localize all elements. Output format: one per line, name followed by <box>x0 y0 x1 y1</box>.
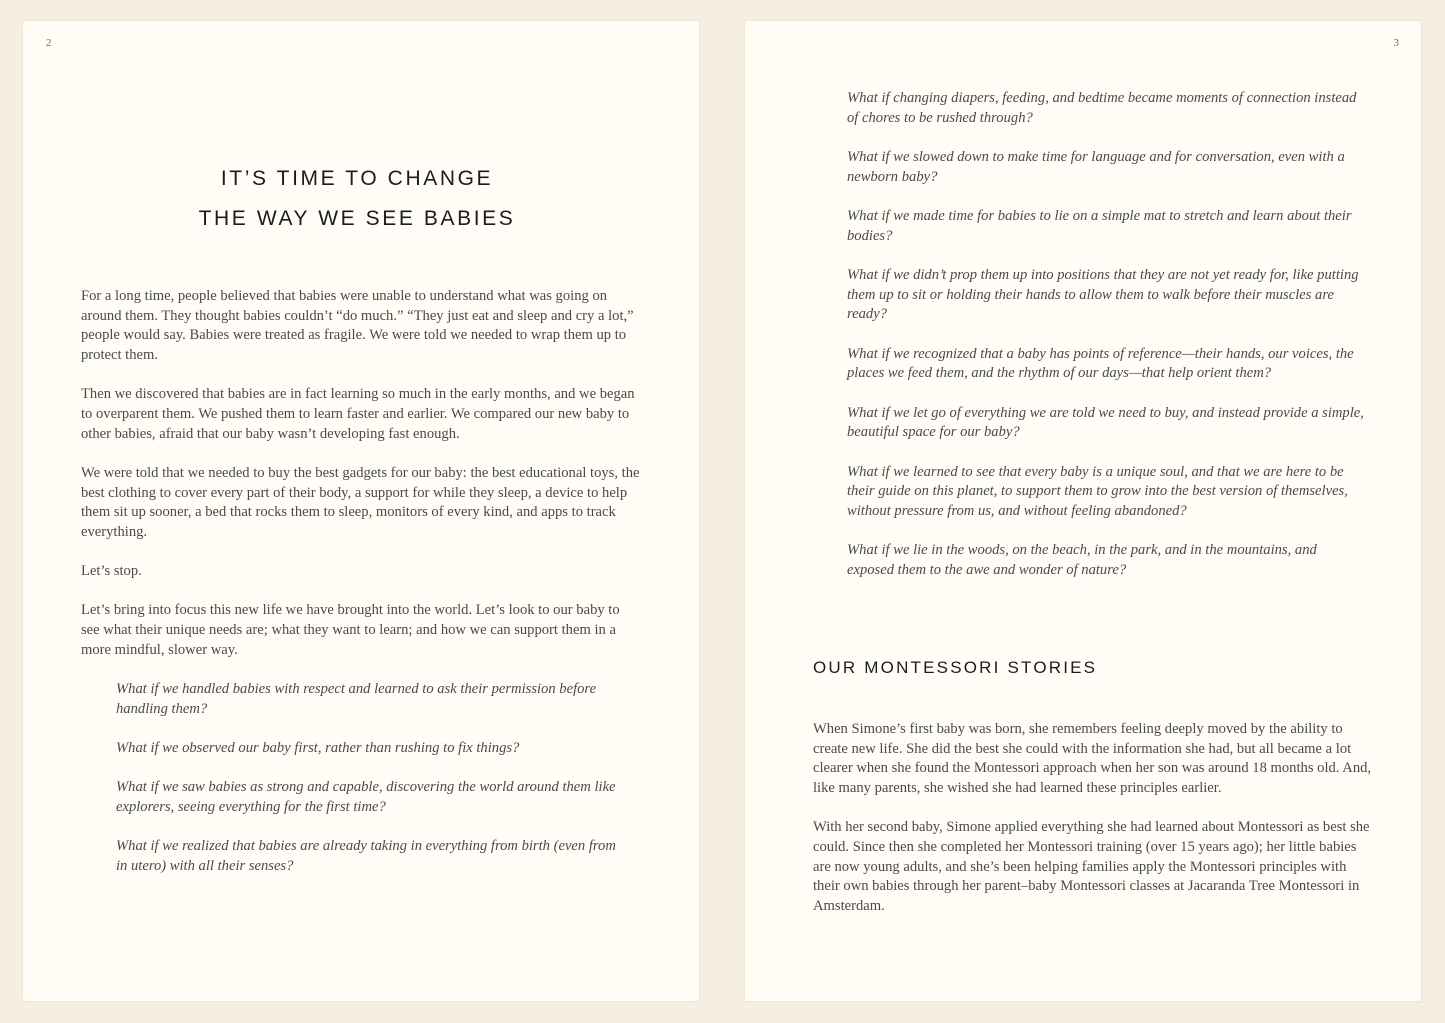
chapter-title-line-1: IT’S TIME TO CHANGE <box>220 167 494 190</box>
left-body-text <box>81 287 641 680</box>
left-question-list <box>116 680 616 896</box>
paragraph: Let’s stop. <box>81 563 142 580</box>
question-item: What if we realized that babies are already taking in everything from birth (even from in utero) with all their senses? <box>116 838 616 874</box>
question-item: What if we handled babies with respect and learned to ask their permission before handling them? <box>116 681 597 717</box>
question-item: What if we learned to see that every baby is a unique soul, and that we are here to be their guide on this planet, to support them to grow into the best version of themselves, without pressure from us, and without feeling abandoned? <box>847 463 1348 520</box>
question-item: What if we lie in the woods, on the beach, in the park, and in the mountains, and exposed them to the awe and wonder of nature? <box>847 542 1317 579</box>
right-page <box>745 21 1421 1001</box>
left-page <box>23 21 699 1001</box>
question-item: What if we let go of everything we are told we need to buy, and instead provide a simple, beautiful space for our baby? <box>847 404 1364 441</box>
question-item: What if we didn’t prop them up into positions that they are not yet ready for, like putting them up to sit or holding their hands to allow them to walk before their muscles are ready? <box>847 267 1359 323</box>
paragraph: When Simone’s first baby was born, she remembers feeling deeply moved by the ability to create new life. She did the best she could with the information she had, but all became a lot clearer when she found the Montessori approach when her son was around 18 months old. And, like many parents, she wished she had learned these principles earlier. <box>813 721 1372 797</box>
page-number: 2 <box>46 37 52 49</box>
question-item: What if we slowed down to make time for language and for conversation, even with a newborn baby? <box>847 149 1345 185</box>
section-title: OUR MONTESSORI STORIES <box>813 658 1098 677</box>
question-item: What if we saw babies as strong and capable, discovering the world around them like explorers, seeing everything for the first time? <box>116 779 616 815</box>
question-item: What if changing diapers, feeding, and bedtime became moments of connection instead of chores to be rushed through? <box>847 90 1357 126</box>
paragraph: Then we discovered that babies are in fact learning so much in the early months, and we began to overparent them. We pushed them to learn faster and earlier. We compared our new baby to other babies, afraid that our baby wasn’t developing fast enough. <box>81 386 635 442</box>
paragraph: For a long time, people believed that babies were unable to understand what was going on around them. They thought babies couldn’t “do much.” “They just eat and sleep and cry a lot,” people would say. Babies were treated as fragile. We were told we needed to wrap them up to protect them. <box>81 288 634 364</box>
paragraph: Let’s bring into focus this new life we have brought into the world. Let’s look to our baby to see what their unique needs are; what they want to learn; and how we can support them in a more mindful, slower way. <box>81 602 620 658</box>
page-number: 3 <box>1393 37 1399 49</box>
question-item: What if we made time for babies to lie on a simple mat to stretch and learn about their bodies? <box>847 208 1352 244</box>
chapter-title-line-2: THE WAY WE SEE BABIES <box>198 207 516 230</box>
question-item: What if we observed our baby first, rather than rushing to fix things? <box>116 740 520 756</box>
paragraph: We were told that we needed to buy the best gadgets for our baby: the best educational toys, the best clothing to cover every part of their body, a support for while they sleep, a device to help them sit up sooner, a bed that rocks them to sleep, monitors of every kind, and apps to track everything. <box>81 464 640 541</box>
question-item: What if we recognized that a baby has points of reference—their hands, our voices, the places we feed them, and the rhythm of our days—that help orient them? <box>847 345 1354 382</box>
paragraph: With her second baby, Simone applied everything she had learned about Montessori as best she could. Since then she completed her Montessori training (over 15 years ago); her little babies are now young adults, and she’s been helping families apply the Montessori principles with their own babies through her parent–baby Montessori classes at Jacaranda Tree Montessori in Amsterdam. <box>813 819 1370 915</box>
right-body-text <box>813 720 1373 936</box>
right-question-list <box>847 89 1367 600</box>
chapter-title <box>23 159 691 239</box>
